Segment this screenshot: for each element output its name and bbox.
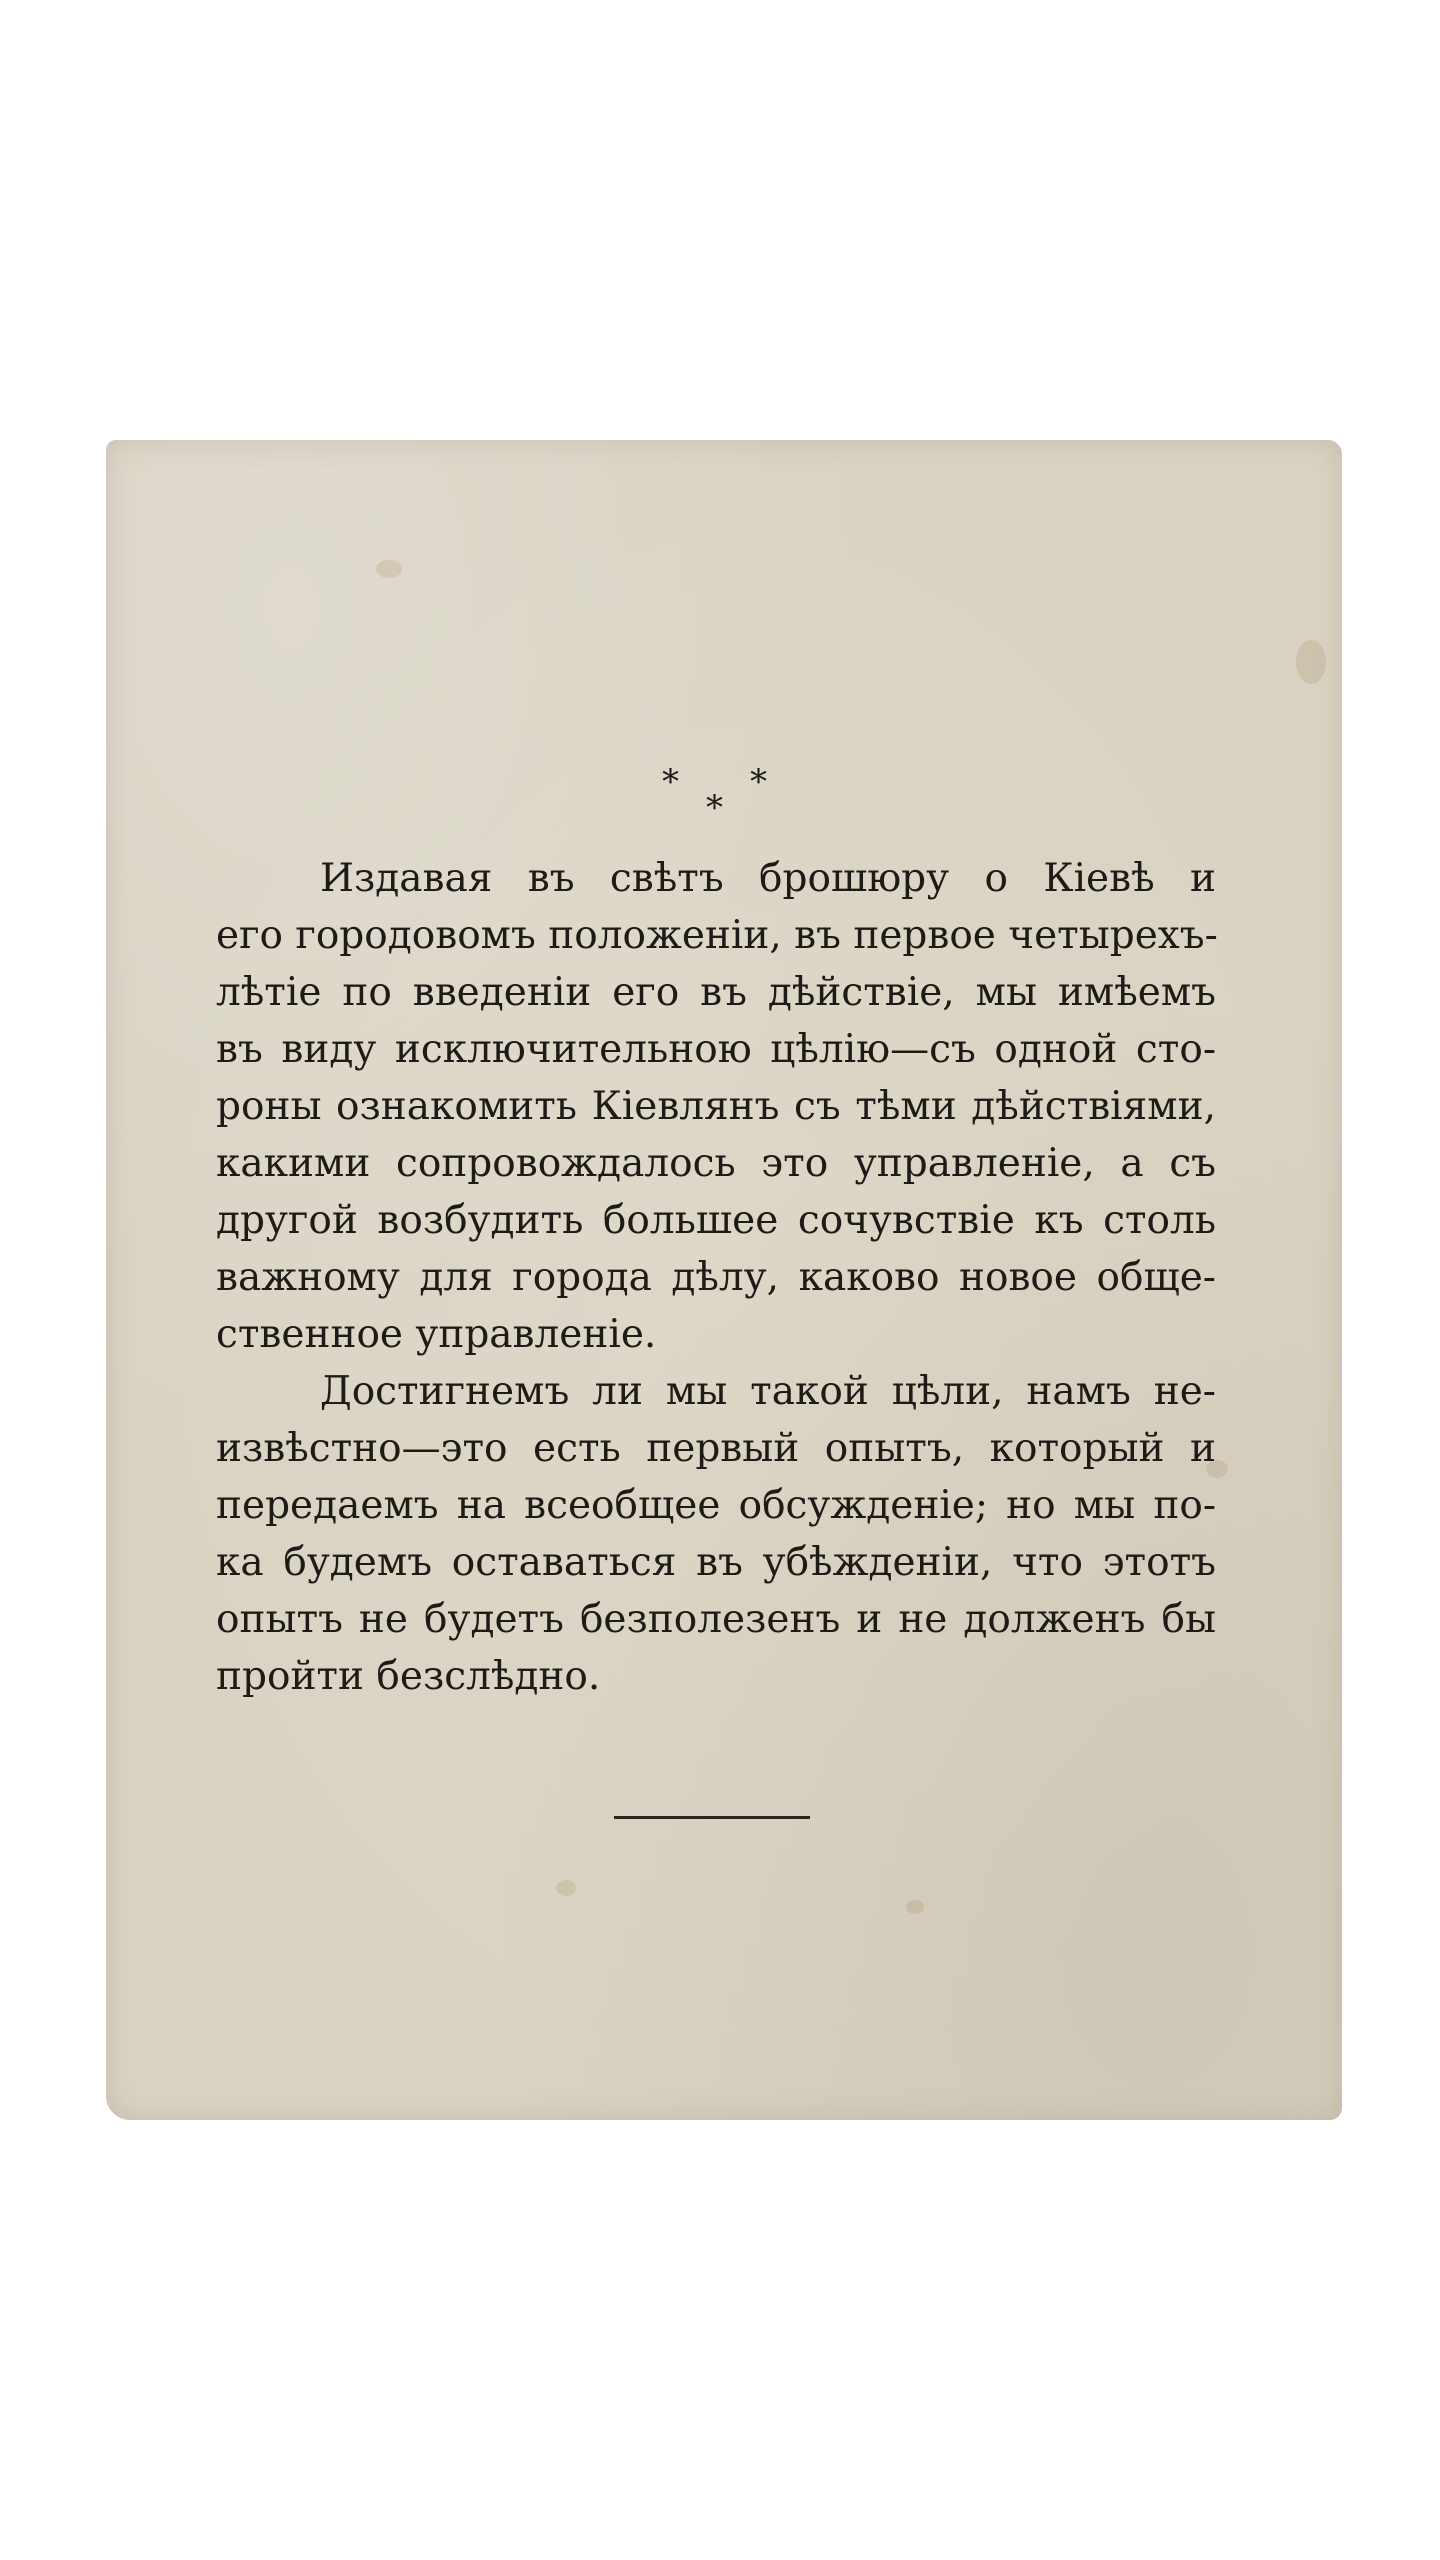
text-line: ка будемъ оставаться въ убѣжденіи, что этотъ	[216, 1540, 1216, 1585]
asterisk: *	[750, 762, 767, 802]
asterisk: *	[706, 788, 723, 828]
end-rule	[614, 1816, 810, 1819]
text-line: опытъ не будетъ безполезенъ и не долженъ бы	[216, 1597, 1216, 1642]
text-line: важному для города дѣлу, каково новое обще-	[216, 1255, 1216, 1300]
preface-text	[216, 850, 1216, 1705]
paper-stain	[906, 1900, 924, 1914]
text-line: ственное управленіе.	[216, 1312, 657, 1357]
text-line: другой возбудить большее сочувствіе къ столь	[216, 1198, 1216, 1243]
book-page	[106, 440, 1342, 2120]
paper-stain	[556, 1880, 576, 1896]
text-line: Издавая въ свѣтъ брошюру о Кіевѣ и	[320, 856, 1216, 901]
text-line: Достигнемъ ли мы такой цѣли, намъ не-	[320, 1369, 1216, 1414]
asterisk: *	[662, 762, 679, 802]
text-line: какими сопровождалось это управленіе, а съ	[216, 1141, 1216, 1186]
text-line: пройти безслѣдно.	[216, 1654, 601, 1699]
text-line: въ виду исключительною цѣлію—съ одной сто-	[216, 1027, 1216, 1072]
text-line: лѣтіе по введеніи его въ дѣйствіе, мы имѣемъ	[216, 970, 1216, 1015]
paper-stain	[1296, 640, 1326, 684]
text-line: извѣстно—это есть первый опытъ, который и	[216, 1426, 1216, 1471]
section-ornament	[106, 762, 1342, 832]
text-line: его городовомъ положеніи, въ первое четырехъ-	[216, 913, 1218, 958]
text-line: передаемъ на всеобщее обсужденіе; но мы по-	[216, 1483, 1216, 1528]
text-line: роны ознакомить Кіевлянъ съ тѣми дѣйствіями,	[216, 1084, 1216, 1129]
paper-stain	[376, 560, 402, 578]
